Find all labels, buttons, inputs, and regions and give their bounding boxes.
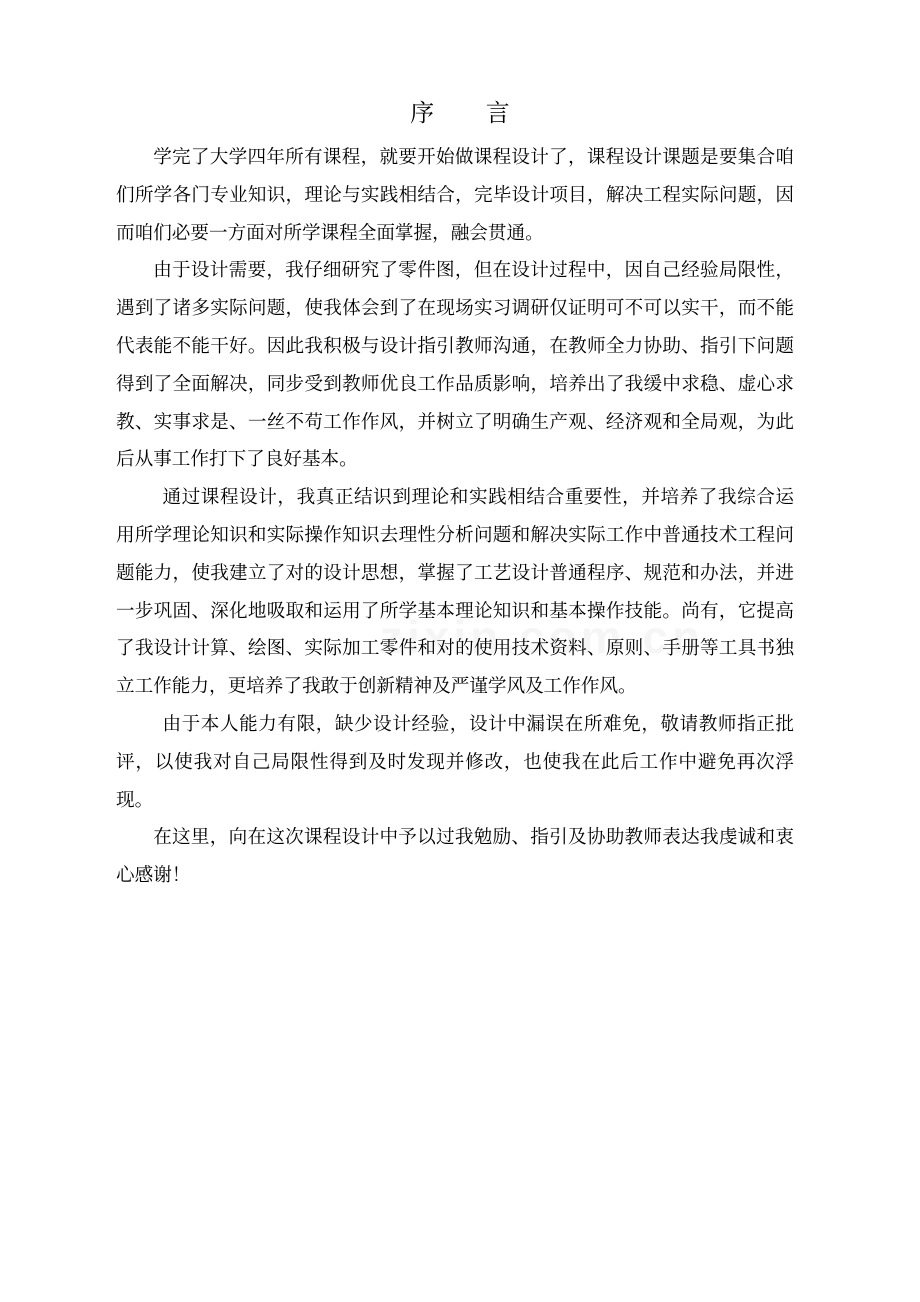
document-body — [116, 139, 794, 895]
paragraph-4: 由于本人能力有限，缺少设计经验，设计中漏误在所难免，敬请教师指正批评，以使我对自己局限性得到及时发现并修改，也使我在此后工作中避免再次浮现。 — [116, 713, 794, 811]
paragraph-3: 通过课程设计，我真正结识到理论和实践相结合重要性，并培养了我综合运用所学理论知识和实际操作知识去理性分析问题和解决实际工作中普通技术工程问题能力，使我建立了对的设计思想，掌握了工艺设计普通程序、规范和办法，并进一步巩固、深化地吸取和运用了所学基本理论知识和基本操作技能。尚有，它提高了我设计计算、绘图、实际加工零件和对的使用技术资料、原则、手册等工具书独立工作能力，更培养了我敢于创新精神及严谨学风及工作作风。 — [116, 487, 794, 698]
paragraph-5: 在这里，向在这次课程设计中予以过我勉励、指引及协助教师表达我虔诚和衷心感谢！ — [116, 827, 794, 887]
paragraph-1: 学完了大学四年所有课程，就要开始做课程设计了，课程设计课题是要集合咱们所学各门专业知识，理论与实践相结合，完毕设计项目，解决工程实际问题，因而咱们必要一方面对所学课程全面掌握，融会贯通。 — [116, 147, 794, 244]
document-title: 序 言 — [410, 99, 532, 127]
paragraph-2: 由于设计需要，我仔细研究了零件图，但在设计过程中，因自己经验局限性，遇到了诸多实际问题，使我体会到了在现场实习调研仅证明可不可以实干，而不能代表能不能干好。因此我积极与设计指引教师沟通，在教师全力协助、指引下问题得到了全面解决，同步受到教师优良工作品质影响，培养出了我缓中求稳、虚心求教、实事求是、一丝不苟工作作风，并树立了明确生产观、经济观和全局观，为此后从事工作打下了良好基本。 — [116, 260, 794, 471]
